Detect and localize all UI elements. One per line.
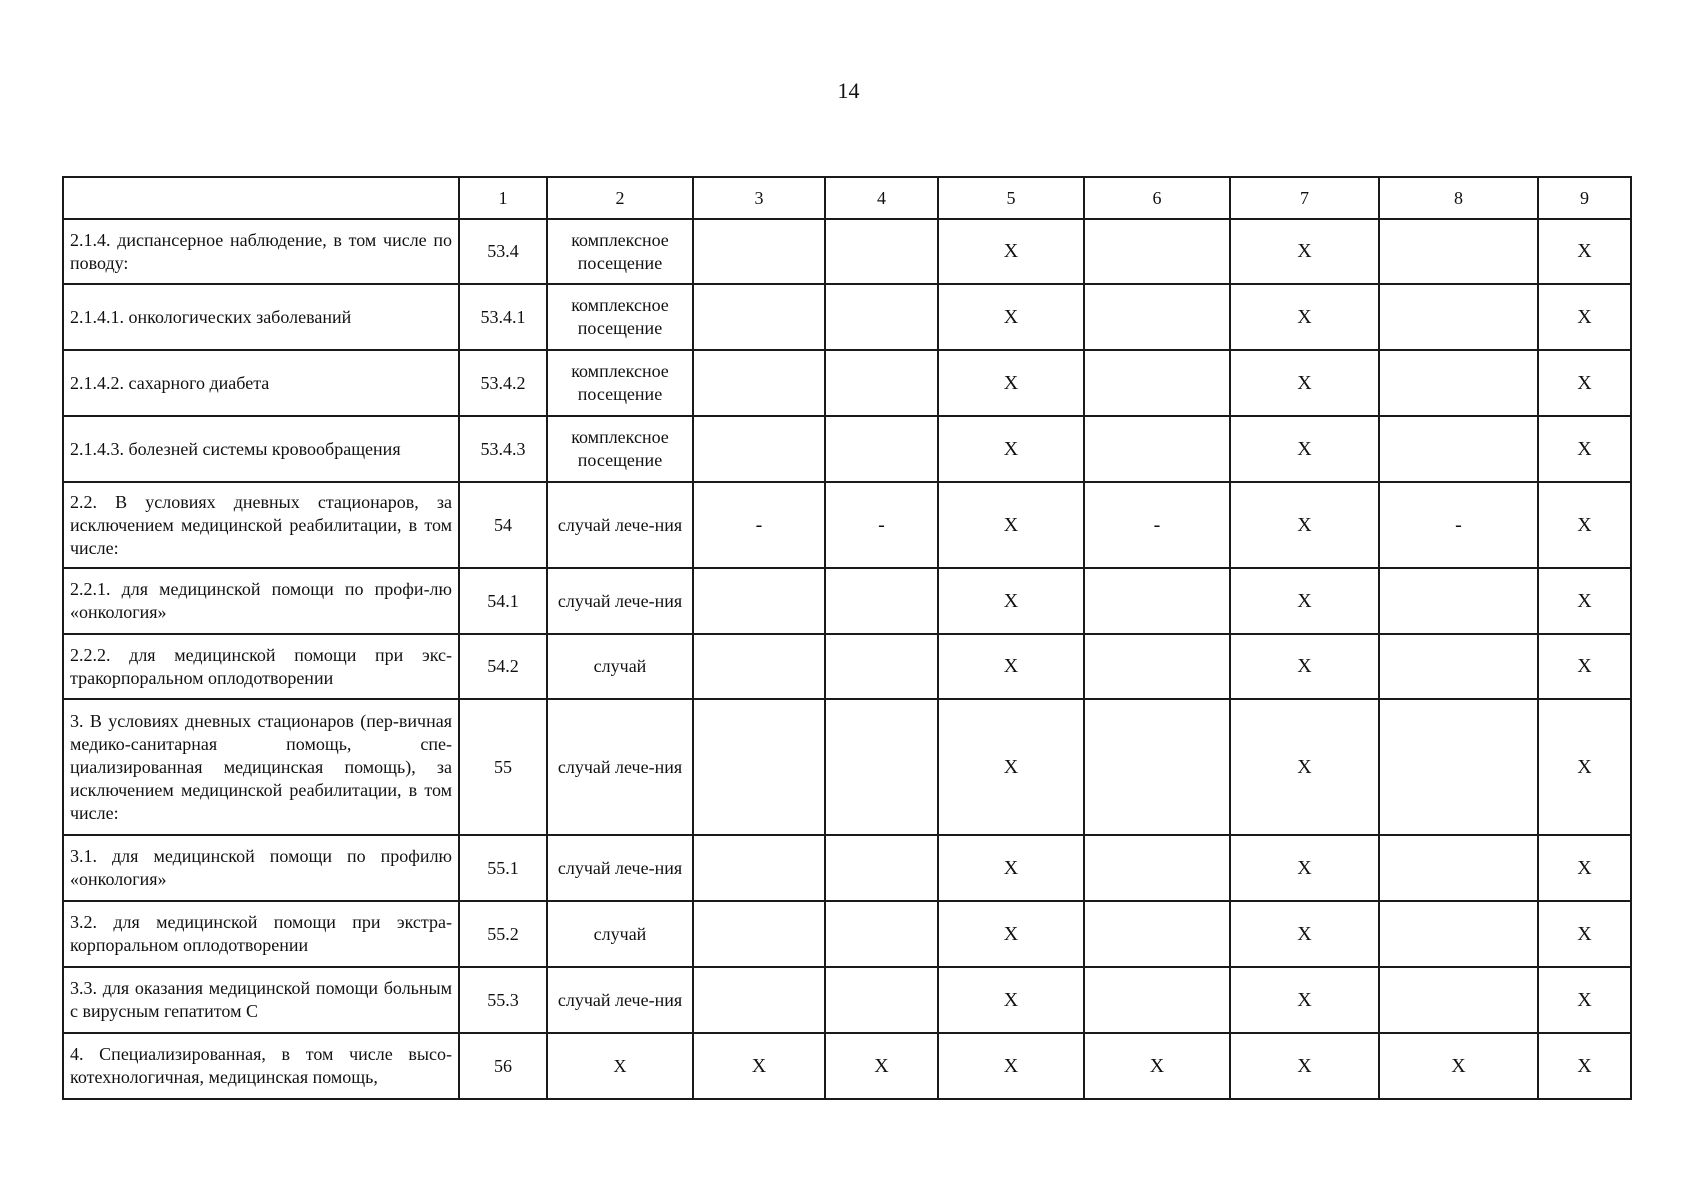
value-cell <box>1084 634 1230 699</box>
value-cell: X <box>1230 835 1379 901</box>
value-cell <box>825 219 938 284</box>
unit-cell: комплексное посещение <box>547 284 693 350</box>
value-cell <box>693 699 825 835</box>
header-row <box>63 177 1631 219</box>
row-label: 3.1. для медицинской помощи по профилю «онкология» <box>63 835 459 901</box>
value-cell: - <box>693 482 825 568</box>
value-cell <box>693 901 825 967</box>
value-cell <box>1084 416 1230 482</box>
row-label: 2.1.4.1. онкологических заболеваний <box>63 284 459 350</box>
row-code: 55.1 <box>459 835 547 901</box>
table-row <box>63 219 1631 284</box>
row-label: 4. Специализированная, в том числе высо-котехнологичная, медицинская помощь, <box>63 1033 459 1099</box>
value-cell <box>1084 901 1230 967</box>
row-code: 55 <box>459 699 547 835</box>
value-cell: X <box>1230 350 1379 416</box>
value-cell <box>825 634 938 699</box>
row-label: 2.1.4. диспансерное наблюдение, в том числе по поводу: <box>63 219 459 284</box>
value-cell: X <box>1379 1033 1538 1099</box>
value-cell: X <box>825 1033 938 1099</box>
value-cell: X <box>938 219 1084 284</box>
value-cell <box>693 219 825 284</box>
value-cell <box>1379 634 1538 699</box>
table-row <box>63 967 1631 1033</box>
column-header: 9 <box>1538 177 1631 219</box>
value-cell <box>693 350 825 416</box>
row-label: 2.2. В условиях дневных стационаров, за исключением медицинской реабилитации, в том числе: <box>63 482 459 568</box>
value-cell <box>1379 699 1538 835</box>
value-cell: X <box>1538 1033 1631 1099</box>
value-cell: X <box>693 1033 825 1099</box>
value-cell: X <box>1538 284 1631 350</box>
value-cell <box>1379 219 1538 284</box>
value-cell: X <box>1084 1033 1230 1099</box>
column-header: 1 <box>459 177 547 219</box>
unit-cell: комплексное посещение <box>547 416 693 482</box>
value-cell: X <box>938 634 1084 699</box>
value-cell: X <box>938 416 1084 482</box>
row-label: 2.1.4.3. болезней системы кровообращения <box>63 416 459 482</box>
row-code: 55.3 <box>459 967 547 1033</box>
value-cell <box>1084 967 1230 1033</box>
row-label: 2.1.4.2. сахарного диабета <box>63 350 459 416</box>
value-cell: X <box>1538 634 1631 699</box>
value-cell: - <box>1084 482 1230 568</box>
value-cell: X <box>1230 901 1379 967</box>
value-cell: X <box>1230 967 1379 1033</box>
value-cell: X <box>1230 568 1379 634</box>
unit-cell: X <box>547 1033 693 1099</box>
row-label: 2.2.1. для медицинской помощи по профи-лю «онкология» <box>63 568 459 634</box>
value-cell <box>1084 568 1230 634</box>
value-cell: X <box>1230 699 1379 835</box>
column-header: 7 <box>1230 177 1379 219</box>
value-cell <box>693 284 825 350</box>
value-cell: X <box>1230 284 1379 350</box>
value-cell: X <box>1230 416 1379 482</box>
value-cell: X <box>938 967 1084 1033</box>
value-cell: X <box>1538 699 1631 835</box>
value-cell <box>1084 835 1230 901</box>
value-cell: X <box>938 901 1084 967</box>
row-code: 54 <box>459 482 547 568</box>
value-cell: X <box>938 350 1084 416</box>
table-row <box>63 901 1631 967</box>
value-cell <box>693 416 825 482</box>
table-row <box>63 284 1631 350</box>
value-cell: - <box>1379 482 1538 568</box>
value-cell: X <box>938 1033 1084 1099</box>
column-header: 3 <box>693 177 825 219</box>
value-cell <box>825 967 938 1033</box>
value-cell: X <box>1538 835 1631 901</box>
value-cell <box>693 568 825 634</box>
value-cell <box>1379 350 1538 416</box>
unit-cell: случай лече-ния <box>547 967 693 1033</box>
unit-cell: случай лече-ния <box>547 568 693 634</box>
value-cell <box>825 835 938 901</box>
value-cell: X <box>1230 482 1379 568</box>
row-code: 53.4.1 <box>459 284 547 350</box>
value-cell <box>693 967 825 1033</box>
value-cell: X <box>938 284 1084 350</box>
value-cell: X <box>1538 416 1631 482</box>
value-cell <box>1379 967 1538 1033</box>
value-cell: X <box>1538 967 1631 1033</box>
value-cell: X <box>1538 350 1631 416</box>
table-row <box>63 1033 1631 1099</box>
table-row <box>63 699 1631 835</box>
value-cell <box>1379 835 1538 901</box>
unit-cell: случай лече-ния <box>547 699 693 835</box>
value-cell: X <box>1230 634 1379 699</box>
value-cell: X <box>1538 219 1631 284</box>
value-cell <box>1084 219 1230 284</box>
column-header: 5 <box>938 177 1084 219</box>
unit-cell: комплексное посещение <box>547 350 693 416</box>
value-cell: X <box>938 482 1084 568</box>
row-code: 56 <box>459 1033 547 1099</box>
value-cell <box>1379 901 1538 967</box>
value-cell <box>693 835 825 901</box>
table-row <box>63 482 1631 568</box>
column-header: 6 <box>1084 177 1230 219</box>
row-code: 53.4.3 <box>459 416 547 482</box>
unit-cell: комплексное посещение <box>547 219 693 284</box>
unit-cell: случай <box>547 634 693 699</box>
table-row <box>63 350 1631 416</box>
row-code: 55.2 <box>459 901 547 967</box>
row-label: 2.2.2. для медицинской помощи при экс-тракорпоральном оплодотворении <box>63 634 459 699</box>
value-cell <box>693 634 825 699</box>
value-cell <box>1379 416 1538 482</box>
row-code: 53.4.2 <box>459 350 547 416</box>
row-label: 3.2. для медицинской помощи при экстра-корпоральном оплодотворении <box>63 901 459 967</box>
unit-cell: случай <box>547 901 693 967</box>
table-row <box>63 568 1631 634</box>
table-row <box>63 835 1631 901</box>
column-header <box>63 177 459 219</box>
value-cell <box>825 901 938 967</box>
value-cell <box>1084 284 1230 350</box>
row-label: 3. В условиях дневных стационаров (пер-вичная медико-санитарная помощь, спе-циализированная медицинская помощь), за исключением медицинской реабилитации, в том числе: <box>63 699 459 835</box>
column-header: 8 <box>1379 177 1538 219</box>
column-header: 2 <box>547 177 693 219</box>
value-cell: X <box>1538 482 1631 568</box>
value-cell: X <box>1230 1033 1379 1099</box>
value-cell: - <box>825 482 938 568</box>
value-cell: X <box>1538 568 1631 634</box>
value-cell <box>825 699 938 835</box>
column-header: 4 <box>825 177 938 219</box>
unit-cell: случай лече-ния <box>547 835 693 901</box>
table-row <box>63 416 1631 482</box>
value-cell <box>1379 284 1538 350</box>
value-cell: X <box>938 568 1084 634</box>
row-code: 54.2 <box>459 634 547 699</box>
value-cell: X <box>938 699 1084 835</box>
page-number: 14 <box>837 78 860 103</box>
row-label: 3.3. для оказания медицинской помощи больным с вирусным гепатитом С <box>63 967 459 1033</box>
value-cell: X <box>1538 901 1631 967</box>
data-table <box>62 176 1632 1100</box>
value-cell <box>825 568 938 634</box>
table-row <box>63 634 1631 699</box>
value-cell <box>825 416 938 482</box>
unit-cell: случай лече-ния <box>547 482 693 568</box>
value-cell <box>1379 568 1538 634</box>
row-code: 53.4 <box>459 219 547 284</box>
value-cell <box>1084 699 1230 835</box>
value-cell <box>825 350 938 416</box>
value-cell: X <box>1230 219 1379 284</box>
value-cell <box>825 284 938 350</box>
row-code: 54.1 <box>459 568 547 634</box>
value-cell: X <box>938 835 1084 901</box>
value-cell <box>1084 350 1230 416</box>
